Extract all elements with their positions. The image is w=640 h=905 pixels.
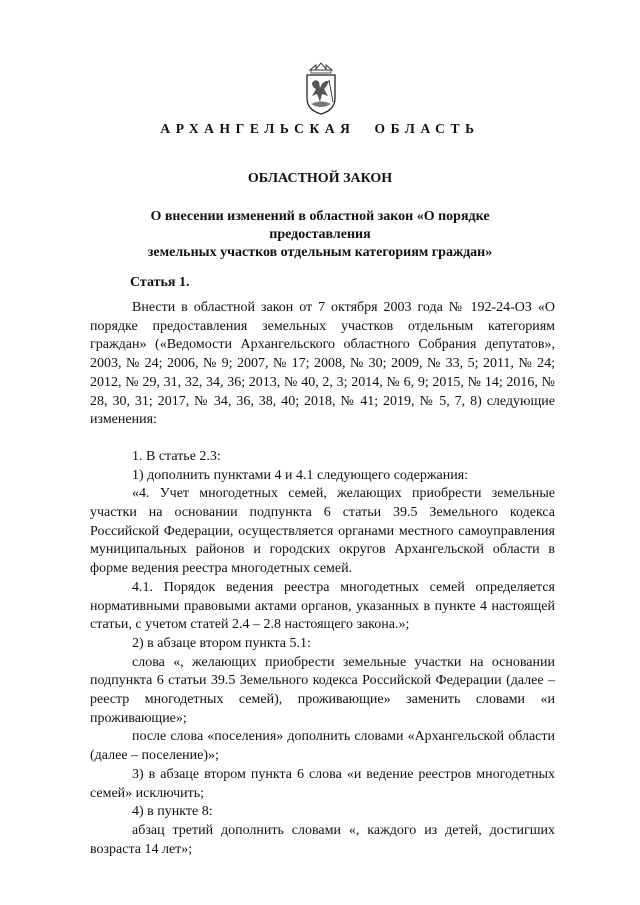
region-name: АРХАНГЕЛЬСКАЯ ОБЛАСТЬ	[160, 121, 480, 136]
paragraph: 1) дополнить пунктами 4 и 4.1 следующего содержания:	[132, 467, 469, 483]
paragraph: Внести в областной закон от 7 октября 2003 года № 192-24-ОЗ «О порядке предоставления земельных участков отдельным категориям граждан» («Ведомости Архангельского областного Собрания депутатов», 2003, № 24; 2006, № 9; 2007, № 17; 2008, № 30; 2009, № 33, 5; 2011, № 24; 2012, № 29, 31, 32, 34, 36; 2013, № 40, 2, 3; 2014, № 6, 9; 2015, № 14; 2016, № 28, 30, 31; 2017, № 34, 36, 38, 40; 2018, № 41; 2019, № 5, 7, 8) следующие изменения:	[90, 300, 555, 428]
article-heading: Статья 1.	[130, 275, 190, 290]
paragraph: 4.1. Порядок ведения реестра многодетных семей определяется нормативными правовыми актами органов, указанных в пункте 4 настоящей статьи, с учетом статей 2.4 – 2.8 настоящего закона.»;	[90, 579, 555, 633]
paragraph: «4. Учет многодетных семей, желающих приобрести земельные участки на основании подпункта 6 статьи 39.5 Земельного кодекса Российской Федерации, осуществляется органами местного самоуправления муниципальных районов и городских округов Архангельской области в форме ведения реестра многодетных семей.	[90, 486, 555, 577]
paragraph: 4) в пункте 8:	[132, 804, 213, 820]
paragraph: 3) в абзаце втором пункта 6 слова «и ведение реестров многодетных семей» исключить;	[90, 766, 555, 801]
paragraph: 2) в абзаце втором пункта 5.1:	[132, 635, 311, 651]
paragraph: абзац третий дополнить словами «, каждого из детей, достигших возраста 14 лет»;	[90, 822, 555, 857]
coat-of-arms-icon	[303, 58, 339, 116]
law-title	[100, 208, 540, 262]
article-body	[90, 299, 555, 859]
paragraph: 1. В статье 2.3:	[132, 448, 221, 464]
paragraph: слова «, желающих приобрести земельные участки на основании подпункта 6 статьи 39.5 Земельного кодекса Российской Федерации (далее – реестр многодетных семей), проживающие» заменить словами «и проживающие»;	[90, 654, 555, 726]
paragraph: после слова «поселения» дополнить словами «Архангельской области (далее – поселение)»;	[90, 729, 555, 764]
law-title-line: земельных участков отдельным категориям граждан»	[147, 245, 493, 260]
document-type: ОБЛАСТНОЙ ЗАКОН	[247, 171, 393, 186]
law-title-line: О внесении изменений в областной закон «О порядке предоставления	[150, 209, 490, 242]
